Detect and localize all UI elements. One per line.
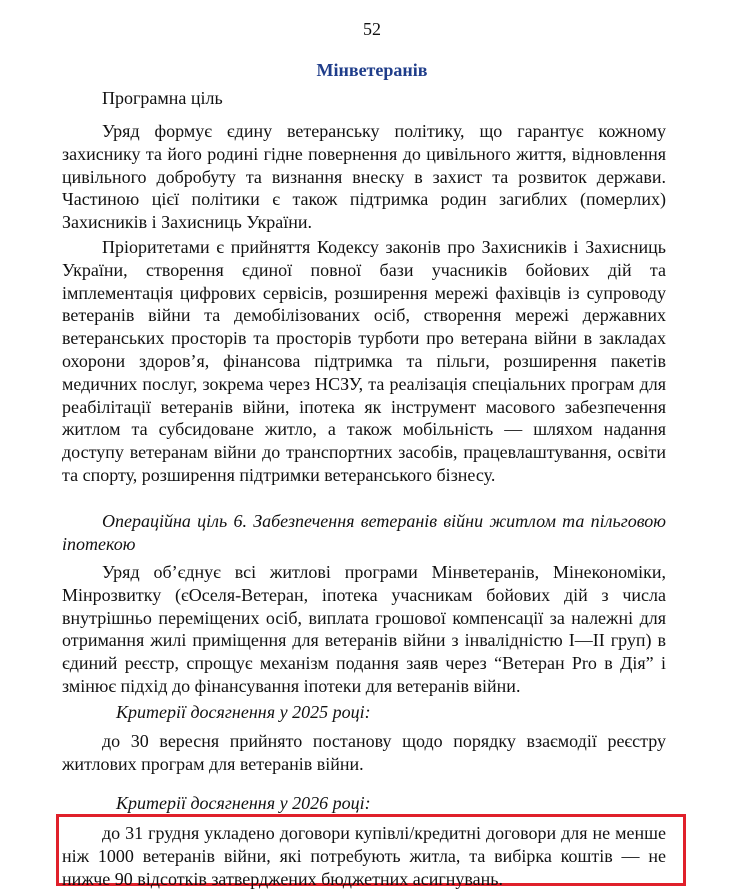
program-goal-paragraph: Уряд формує єдину ветеранську політику, що гарантує кожному захиснику та його родині гідне повернення до цивільного життя, відновлення цивільного добробуту та визнання внеску в захист та розвиток держави. Частиною цієї політики є також підтримка родин загиблих (померлих) Захисників і Захисниць України. (62, 121, 666, 233)
criteria-2026-heading: Критерії досягнення у 2026 році: (116, 793, 371, 813)
page-title: Мінветеранів (316, 60, 428, 80)
program-goal-heading: Програмна ціль (102, 88, 223, 108)
criteria-2025-paragraph: до 30 вересня прийнято постанову щодо порядку взаємодії реєстру житлових програм для ветеранів війни. (62, 731, 666, 774)
operational-goal-paragraph: Уряд об’єднує всі житлові програми Мінветеранів, Мінекономіки, Мінрозвитку (єОселя-Ветеран, іпотека учасникам бойових дій з числа внутрішньо переміщених осіб, виплата грошової компенсації за належні для отримання жилі приміщення для ветеранів війни з інвалідністю I—II груп) в єдиний реєстр, спрощує механізм подання заяв через “Ветеран Pro в Дія” і змінює підхід до фінансування іпотеки для ветеранів війни. (62, 562, 666, 696)
operational-goal-heading: Операційна ціль 6. Забезпечення ветеранів війни житлом та пільговою іпотекою (62, 511, 666, 554)
criteria-2025-heading: Критерії досягнення у 2025 році: (116, 702, 371, 722)
page-number: 52 (363, 19, 381, 39)
priorities-paragraph: Пріоритетами є прийняття Кодексу законів про Захисників і Захисниць України, створення єдиної повної бази учасників бойових дій та імплементація цифрових сервісів, розширення мережі фахівців із супроводу ветеранів війни та демобілізованих осіб, створення мережі державних ветеранських просторів та просторів турботи про ветерана війни в закладах охорони здоров’я, фінансова підтримка та пільги, розширення пакетів медичних послуг, зокрема через НСЗУ, та реалізація спеціальних програм для реабілітації ветеранів війни, іпотека як інструмент масового забезпечення житлом та субсидоване житло, а також мобільність — шляхом надання доступу ветеранам війни до транспортних засобів, працевлаштування, освіти та спорту, розширення підтримки ветеранського бізнесу. (62, 237, 666, 485)
criteria-2026-paragraph: до 31 грудня укладено договори купівлі/кредитні договори для не менше ніж 1000 ветеранів війни, які потребують житла, та вибірка коштів — не нижче 90 відсотків затверджених бюджетних асигнувань. (62, 823, 666, 889)
